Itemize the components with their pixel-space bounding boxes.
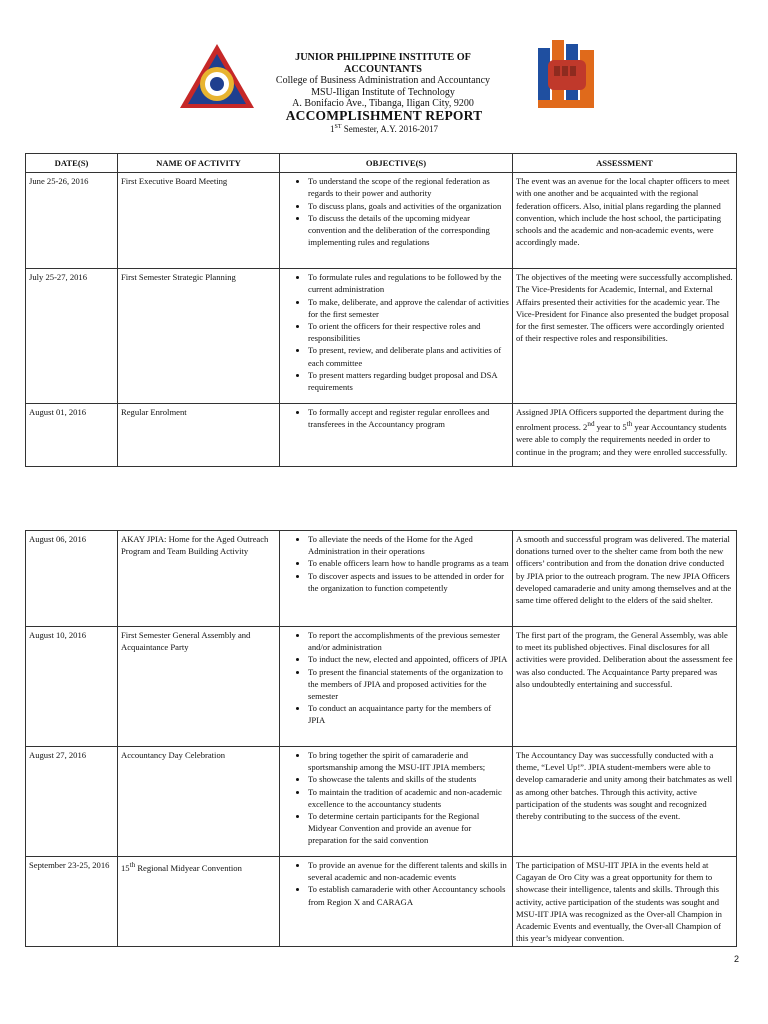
row-date: August 10, 2016	[26, 627, 118, 747]
row-objectives	[280, 404, 513, 467]
row-activity: AKAY JPIA: Home for the Aged Outreach Program and Team Building Activity	[118, 531, 280, 627]
objective-item: • To make, deliberate, and approve the calendar of activities for the first semester	[308, 296, 509, 320]
table-row	[26, 404, 737, 467]
col-header-dates: DATE(S)	[26, 154, 118, 173]
objective-item: • To discuss the details of the upcoming midyear convention and the deliberation of the corresponding implementing rules and regulations	[308, 212, 509, 249]
org-name: JUNIOR PHILIPPINE INSTITUTE OF ACCOUNTANTS	[295, 52, 471, 75]
row-assessment: The Accountancy Day was successfully conducted with a theme, “Level Up!”. JPIA student-members were able to develop camaraderie and unity among their batchmates as well as among other batches. Through this activity, active participation of the students was sought and recognized thereby contributing to the success of the event.	[513, 747, 737, 857]
col-header-assessment: ASSESSMENT	[513, 154, 737, 173]
report-semester: 1ST Semester, A.Y. 2016-2017	[330, 124, 438, 134]
row-objectives	[280, 747, 513, 857]
objective-item: • To present, review, and deliberate plans and activities of each committee	[308, 344, 509, 368]
report-table-continued	[25, 530, 737, 947]
row-objectives	[280, 857, 513, 947]
fist-logo-icon	[532, 38, 602, 114]
page-number: 2	[733, 954, 739, 964]
objective-item: • To report the accomplishments of the previous semester and/or administration	[308, 629, 509, 653]
table-header-row	[26, 154, 737, 173]
row-date: September 23-25, 2016	[26, 857, 118, 947]
objective-item: • To bring together the spirit of camaraderie and sportsmanship among the MSU-IIT JPIA members;	[308, 749, 509, 773]
row-objectives	[280, 269, 513, 404]
objective-item: • To orient the officers for their respective roles and responsibilities	[308, 320, 509, 344]
objective-item: • To discuss plans, goals and activities of the organization	[308, 200, 509, 212]
row-activity: First Semester General Assembly and Acquaintance Party	[118, 627, 280, 747]
row-assessment: The objectives of the meeting were successfully accomplished. The Vice-Presidents for Academic, Internal, and External Affairs presented their activities for the academic year. The Vice-President for Finance also presented the budget proposal for the first semester. The officers were accordingly oriented of their respective roles and responsibilities.	[513, 269, 737, 404]
row-objectives	[280, 531, 513, 627]
objective-item: • To induct the new, elected and appointed, officers of JPIA	[308, 653, 509, 665]
objective-item: • To present the financial statements of the organization to the members of JPIA and proposed activities for the semester	[308, 666, 509, 703]
row-objectives	[280, 173, 513, 269]
row-objectives	[280, 627, 513, 747]
table-row	[26, 627, 737, 747]
table-row	[26, 531, 737, 627]
row-activity: 15th Regional Midyear Convention	[118, 857, 280, 947]
table-row	[26, 173, 737, 269]
objective-item: • To establish camaraderie with other Accountancy schools from Region X and CARAGA	[308, 883, 509, 907]
organization-block	[258, 52, 508, 110]
row-date: August 06, 2016	[26, 531, 118, 627]
table-row	[26, 857, 737, 947]
document-header	[0, 24, 768, 109]
col-header-objectives: OBJECTIVE(S)	[280, 154, 513, 173]
row-assessment: Assigned JPIA Officers supported the department during the enrolment process. 2nd year to 5th year Accountancy students were able to comply the requirements needed in order to continue in the program; and they were enrolled successfully.	[513, 404, 737, 467]
row-assessment: The event was an avenue for the local chapter officers to meet with one another and be acquainted with the regional federation officers. Also, initial plans regarding the planned convention, which include the host school, the participating schools and the academic and non-academic events, were accordingly made.	[513, 173, 737, 269]
report-table	[25, 153, 737, 467]
objective-item: • To discover aspects and issues to be attended in order for the organization to function competently	[308, 570, 509, 594]
jpia-logo-icon	[178, 42, 256, 110]
objective-item: • To understand the scope of the regional federation as regards to their power and authority	[308, 175, 509, 199]
institute-name: MSU-Iligan Institute of Technology	[311, 86, 455, 98]
address: A. Bonifacio Ave., Tibanga, Iligan City, 9200	[292, 98, 474, 109]
objective-item: • To alleviate the needs of the Home for the Aged Administration in their operations	[308, 533, 509, 557]
college-name: College of Business Administration and Accountancy	[275, 75, 491, 86]
row-activity: Accountancy Day Celebration	[118, 747, 280, 857]
row-date: July 25-27, 2016	[26, 269, 118, 404]
objective-item: • To conduct an acquaintance party for the members of JPIA	[308, 702, 509, 726]
row-assessment: The participation of MSU-IIT JPIA in the events held at Cagayan de Oro City was a great opportunity for them to showcase their intelligence, talents and skills. Through this activity, active participation of the students was sought and MSU-IIT JPIA was recognized as the Over-all Champion in Academic Events and eventually, the Over-all Champion of this year’s midyear convention.	[513, 857, 737, 947]
row-activity: Regular Enrolment	[118, 404, 280, 467]
table-row	[26, 747, 737, 857]
col-header-activity: NAME OF ACTIVITY	[118, 154, 280, 173]
objective-item: • To formulate rules and regulations to be followed by the current administration	[308, 271, 509, 295]
objective-item: • To provide an avenue for the different talents and skills in several academic and non-academic events	[308, 859, 509, 883]
objective-item: • To formally accept and register regular enrollees and transferees in the Accountancy program	[308, 406, 509, 430]
report-title: ACCOMPLISHMENT REPORT	[285, 108, 483, 123]
objective-item: • To present matters regarding budget proposal and DSA requirements	[308, 369, 509, 393]
row-date: August 01, 2016	[26, 404, 118, 467]
row-activity: First Executive Board Meeting	[118, 173, 280, 269]
row-assessment: A smooth and successful program was delivered. The material donations turned over to the shelter came from both the new officers’ contribution and from the donation drive conducted by JPIA prior to the outreach program. The new JPIA Officers developed camaraderie and unity among themselves and at the same time offered delight to the elders of the said shelter.	[513, 531, 737, 627]
objective-item: • To enable officers learn how to handle programs as a team	[308, 557, 509, 569]
objective-item: • To maintain the tradition of academic and non-academic excellence to the accountancy students	[308, 786, 509, 810]
row-date: June 25-26, 2016	[26, 173, 118, 269]
row-date: August 27, 2016	[26, 747, 118, 857]
table-row	[26, 269, 737, 404]
objective-item: • To determine certain participants for the Regional Midyear Convention and provide an avenue for preparation for the said convention	[308, 810, 509, 847]
objective-item: • To showcase the talents and skills of the students	[308, 773, 509, 785]
row-activity: First Semester Strategic Planning	[118, 269, 280, 404]
row-assessment: The first part of the program, the General Assembly, was able to meet its published objectives. Final disclosures for all activities were provided. Deliberation about the assessment fee was also conducted. The Acquaintance Party prepared was also undoubtedly entertaining and successful.	[513, 627, 737, 747]
